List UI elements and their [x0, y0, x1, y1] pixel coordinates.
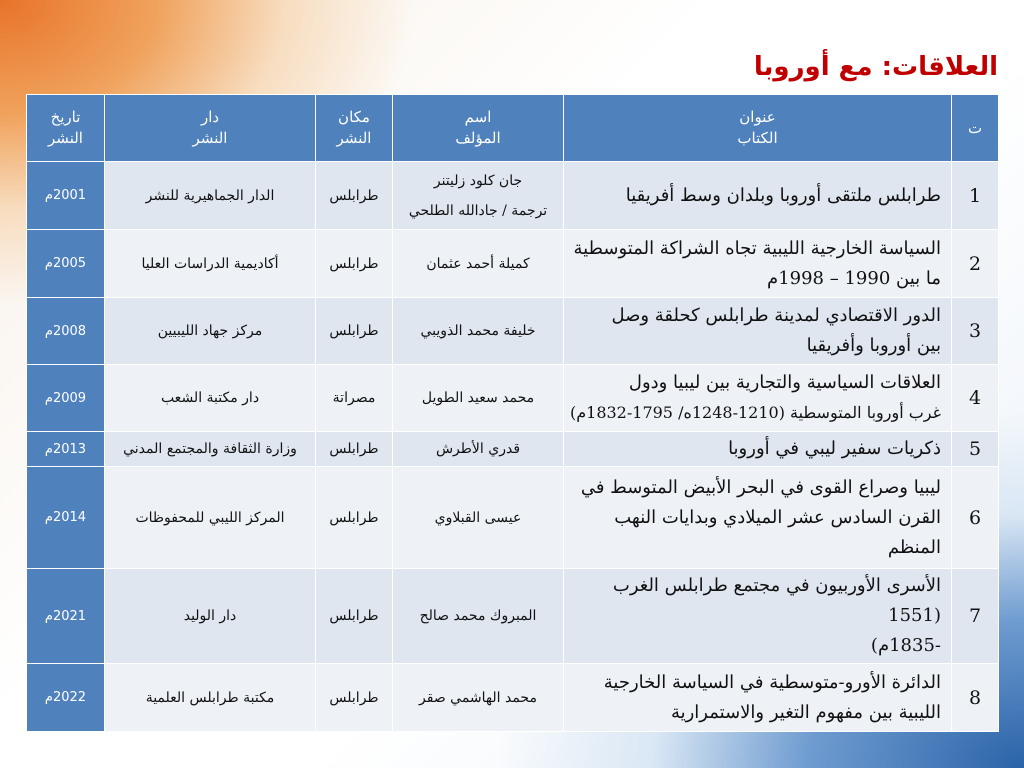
row-number: 2 [952, 230, 999, 298]
book-title-line: الدائرة الأورو-متوسطية في السياسة الخارجية [603, 671, 941, 693]
book-title-line: المنظم [887, 536, 941, 558]
publisher-name: وزارة الثقافة والمجتمع المدني [105, 432, 316, 467]
publish-date: 2001م [27, 162, 105, 230]
author-name [393, 467, 564, 569]
author-name [393, 230, 564, 298]
book-title-line: الليبية بين مفهوم التغير والاستمرارية [670, 701, 941, 723]
book-title [564, 365, 952, 432]
book-title [564, 569, 952, 664]
publish-place: طرابلس [316, 230, 393, 298]
table-row [27, 162, 999, 230]
row-number: 4 [952, 365, 999, 432]
header-date-line2: النشر [48, 129, 83, 147]
publisher-name: أكاديمية الدراسات العليا [105, 230, 316, 298]
header-author-line2: المؤلف [455, 129, 501, 147]
publisher-name: دار مكتبة الشعب [105, 365, 316, 432]
author-line: خليفة محمد الذويبي [420, 323, 536, 339]
book-title-line: السياسة الخارجية الليبية تجاه الشراكة المتوسطية [573, 237, 941, 259]
header-date [27, 95, 105, 162]
publish-place: مصراتة [316, 365, 393, 432]
book-title-line: طرابلس ملتقى أوروبا وبلدان وسط أفريقيا [625, 184, 941, 206]
row-number: 7 [952, 569, 999, 664]
author-line: محمد سعيد الطويل [421, 390, 535, 406]
header-book-line2: الكتاب [737, 129, 778, 147]
row-number: 5 [952, 432, 999, 467]
row-number: 8 [952, 664, 999, 732]
author-line: جان كلود زليتنر [433, 172, 523, 189]
author-name [393, 664, 564, 732]
author-line: عيسى القبلاوي [434, 509, 522, 526]
book-title-line: العلاقات السياسية والتجارية بين ليبيا ودول [628, 372, 941, 393]
publish-place: طرابلس [316, 569, 393, 664]
book-title [564, 230, 952, 298]
header-author-line1: اسم [464, 108, 492, 126]
header-publisher-line1: دار [200, 108, 220, 126]
book-title-line: ليبيا وصراع القوى في البحر الأبيض المتوسط في [580, 476, 941, 498]
table-header-row [27, 95, 999, 162]
table-row [27, 230, 999, 298]
table-row [27, 432, 999, 467]
author-name [393, 432, 564, 467]
header-book-title [564, 95, 952, 162]
author-line: ترجمة / جادالله الطلحي [408, 202, 548, 219]
author-line: قدري الأطرش [435, 441, 521, 457]
table-row [27, 664, 999, 732]
book-title-line: غرب أوروبا المتوسطية (1210-1248ه/ 1795-1832م) [569, 403, 941, 422]
author-line: كميلة أحمد عثمان [426, 255, 530, 272]
publish-date: 2005م [27, 230, 105, 298]
book-title-line: الدور الاقتصادي لمدينة طرابلس كحلقة وصل [611, 305, 941, 326]
publish-date: 2014م [27, 467, 105, 569]
book-title-line: -1835م) [870, 635, 941, 656]
table-row [27, 467, 999, 569]
header-place-line1: مكان [338, 108, 370, 126]
books-table [26, 94, 999, 732]
table-row [27, 365, 999, 432]
table-row [27, 569, 999, 664]
publisher-name: مركز جهاد الليبيين [105, 298, 316, 365]
book-title-line: الأسرى الأوربيون في مجتمع طرابلس الغرب (1551 [612, 575, 941, 626]
book-title-line: ما بين 1990 – 1998م [767, 267, 941, 289]
header-place-line2: النشر [336, 129, 372, 147]
book-title-line: القرن السادس عشر الميلادي وبدايات النهب [614, 506, 941, 528]
publish-date: 2021م [27, 569, 105, 664]
publisher-name: الدار الجماهيرية للنشر [105, 162, 316, 230]
row-number: 6 [952, 467, 999, 569]
author-name [393, 162, 564, 230]
row-number: 1 [952, 162, 999, 230]
header-publisher [105, 95, 316, 162]
publisher-name: دار الوليد [105, 569, 316, 664]
publish-place: طرابلس [316, 162, 393, 230]
publisher-name: مكتبة طرابلس العلمية [105, 664, 316, 732]
publish-date: 2009م [27, 365, 105, 432]
header-number: ت [952, 95, 999, 162]
author-name [393, 298, 564, 365]
header-book-line1: عنوان [739, 108, 776, 126]
author-line: محمد الهاشمي صقر [419, 689, 537, 706]
book-title-line: بين أوروبا وأفريقيا [806, 335, 941, 356]
author-name [393, 365, 564, 432]
publish-date: 2008م [27, 298, 105, 365]
book-title [564, 432, 952, 467]
publisher-name: المركز الليبي للمحفوظات [105, 467, 316, 569]
author-line: المبروك محمد صالح [419, 608, 537, 624]
publish-place: طرابلس [316, 467, 393, 569]
publish-date: 2022م [27, 664, 105, 732]
book-title [564, 467, 952, 569]
table-row [27, 298, 999, 365]
book-title [564, 162, 952, 230]
publish-place: طرابلس [316, 298, 393, 365]
book-title [564, 298, 952, 365]
header-publisher-line2: النشر [192, 129, 228, 147]
header-date-line1: تاريخ [50, 108, 81, 126]
book-title-line: ذكريات سفير ليبي في أوروبا [728, 438, 941, 459]
publish-place: طرابلس [316, 432, 393, 467]
author-name [393, 569, 564, 664]
header-place [316, 95, 393, 162]
page-title: العلاقات: مع أوروبا [753, 52, 998, 82]
book-title [564, 664, 952, 732]
publish-place: طرابلس [316, 664, 393, 732]
row-number: 3 [952, 298, 999, 365]
header-author [393, 95, 564, 162]
publish-date: 2013م [27, 432, 105, 467]
